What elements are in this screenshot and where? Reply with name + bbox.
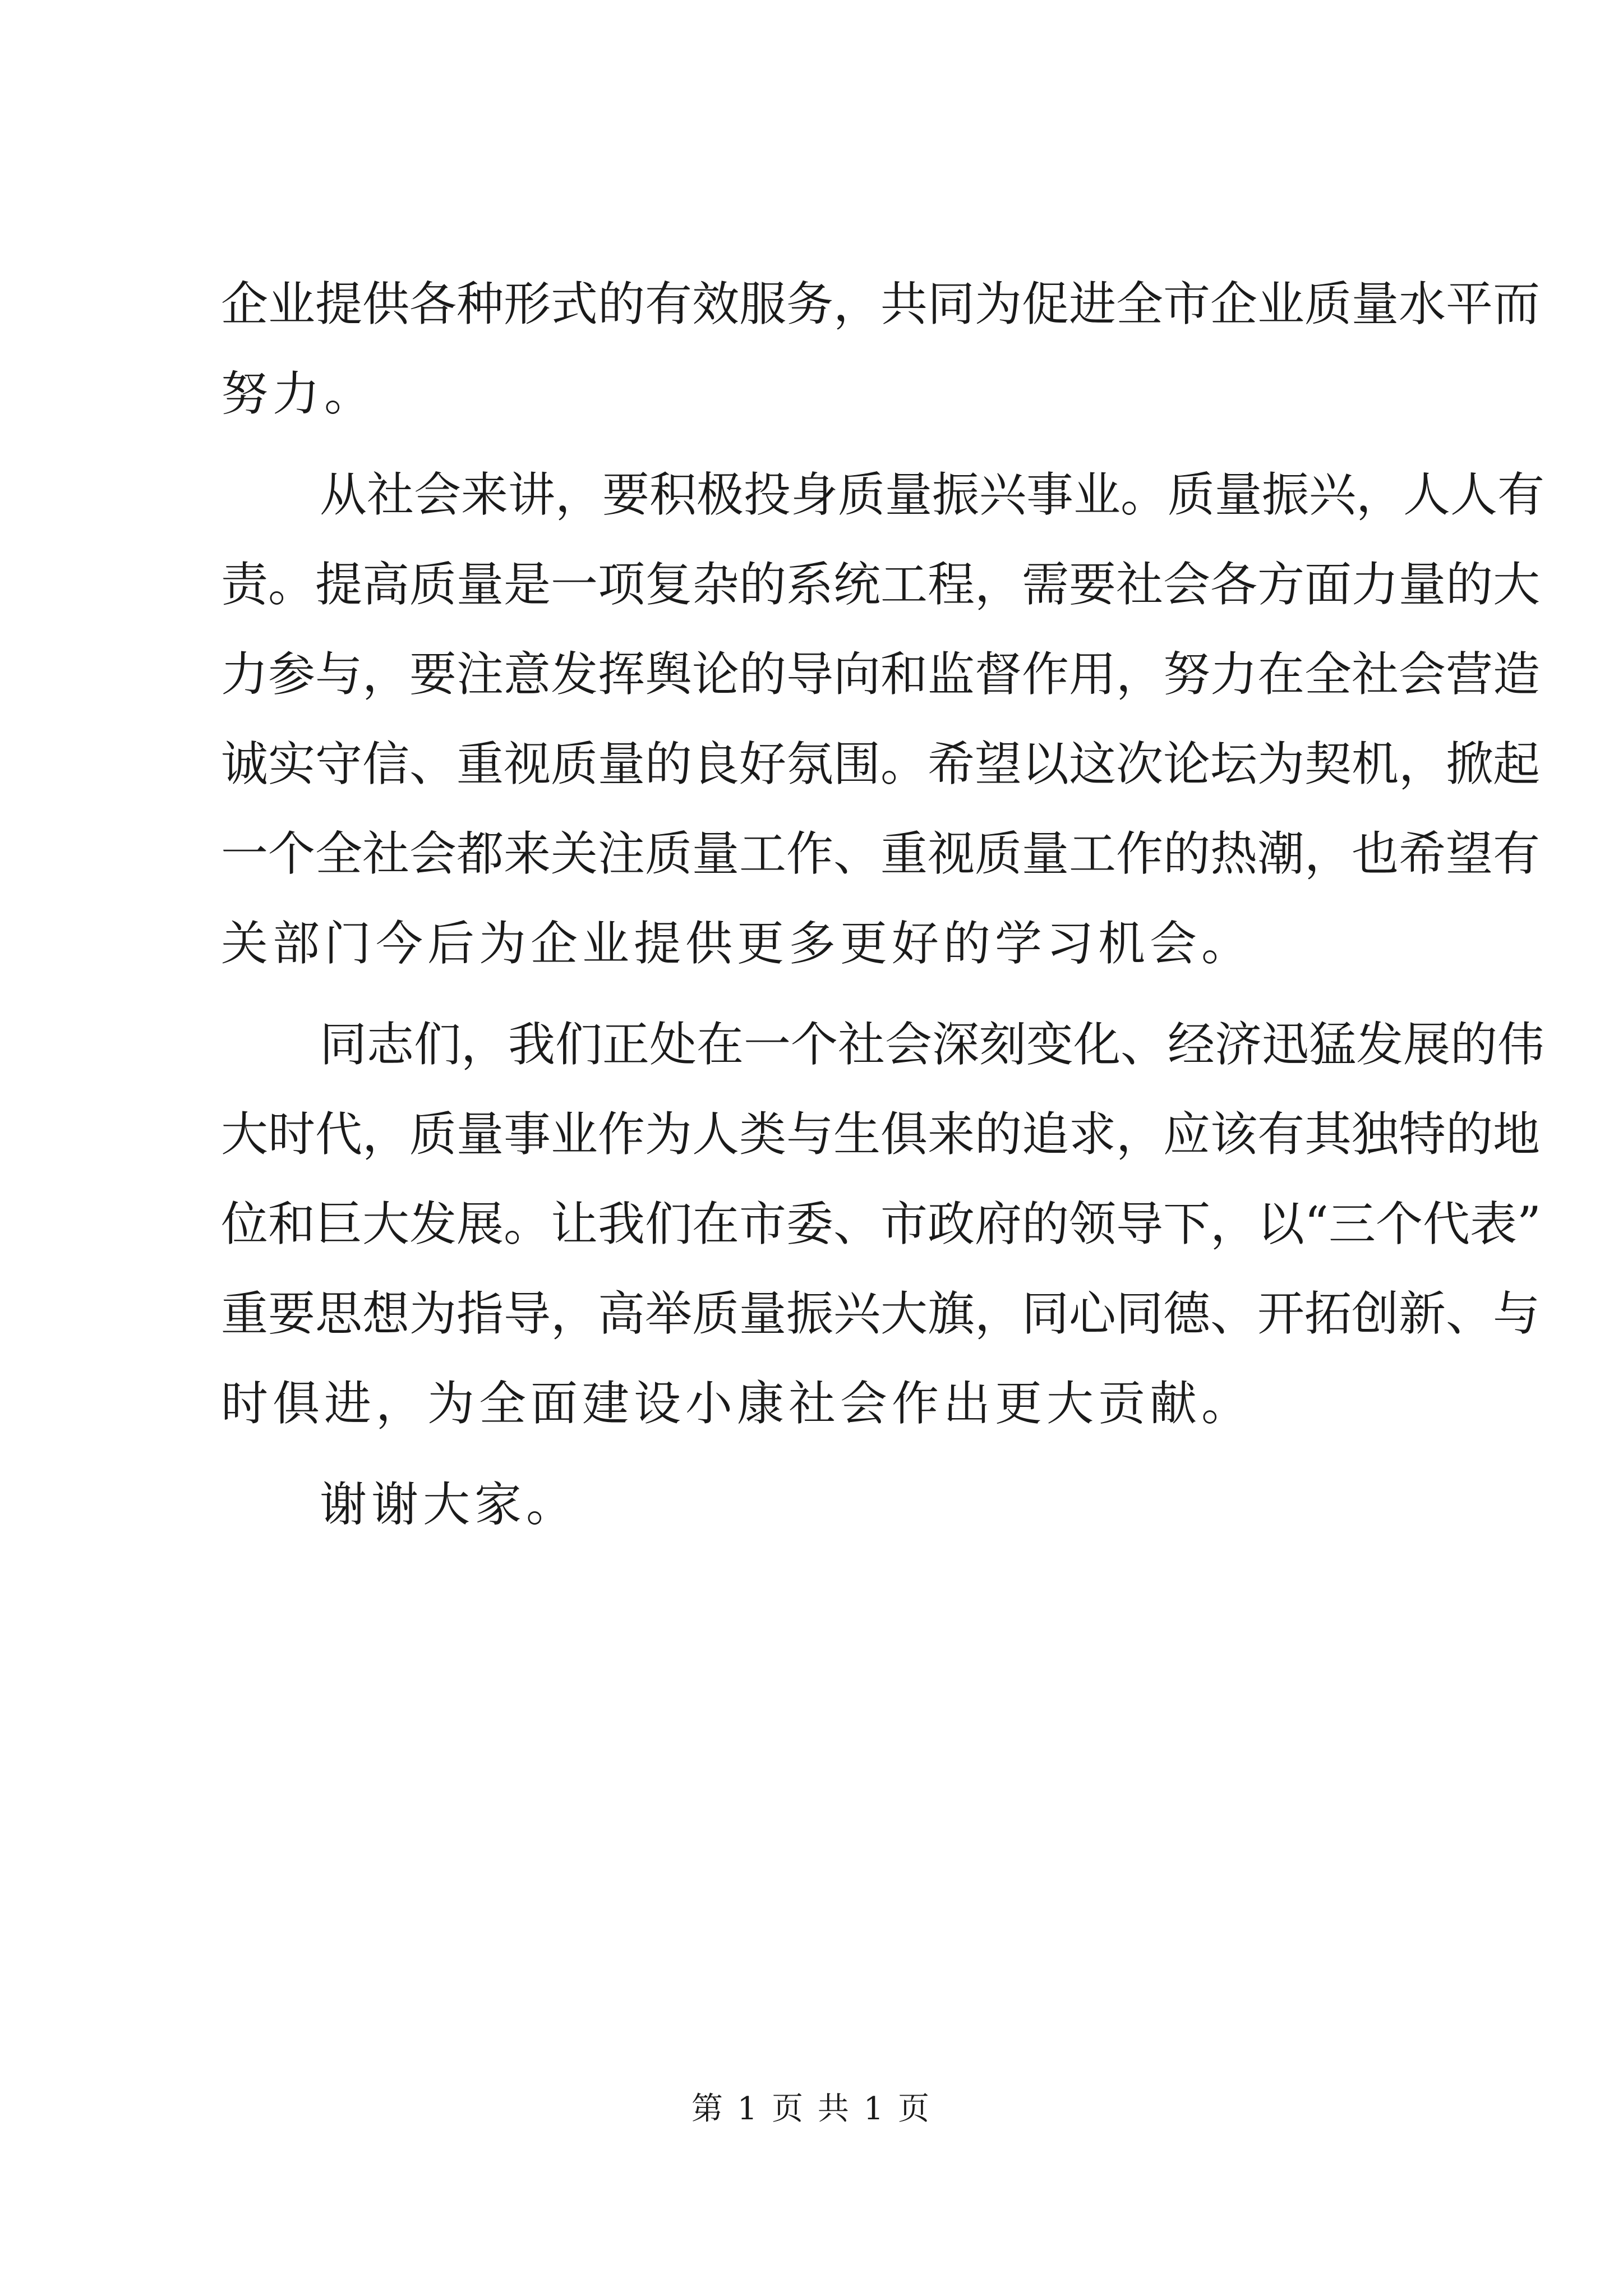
paragraph-line: 谢谢大家。 [320,1477,578,1532]
paragraph-3 [221,1000,1545,1448]
paragraph-gap [221,1448,1427,1460]
paragraph-line: 一个全社会都来关注质量工作、重视质量工作的热潮，也希望有 [221,826,1541,881]
paragraph-line: 时俱进，为全面建设小康社会作出更大贡献。 [221,1376,1253,1431]
paragraph-line: 企业提供各种形式的有效服务，共同为促进全市企业质量水平而 [221,277,1541,332]
paragraph-line: 同志们，我们正处在一个社会深刻变化、经济迅猛发展的伟 [320,1017,1545,1072]
paragraph-line: 努力。 [221,366,376,421]
page-footer: 第 1 页 共 1 页 [691,2091,932,2127]
paragraph-4 [221,1460,1427,1549]
paragraph-line: 大时代，质量事业作为人类与生俱来的追求，应该有其独特的地 [221,1107,1541,1162]
paragraph-gap [221,988,1427,1000]
paragraph-line: 责。提高质量是一项复杂的系统工程，需要社会各方面力量的大 [221,557,1541,612]
paragraph-line: 重要思想为指导，高举质量振兴大旗，同心同德、开拓创新、与 [221,1286,1541,1341]
paragraph-gap [221,439,1427,450]
paragraph-line: 关部门今后为企业提供更多更好的学习机会。 [221,916,1253,971]
paragraph-line: 力参与，要注意发挥舆论的导向和监督作用，努力在全社会营造 [221,647,1541,702]
paragraph-1 [221,259,1541,439]
paragraph-2 [221,450,1545,988]
paragraph-line: 诚实守信、重视质量的良好氛围。希望以这次论坛为契机，掀起 [221,737,1541,792]
document-body [221,259,1545,1549]
paragraph-line: 位和巨大发展。让我们在市委、市政府的领导下，以“三个代表” [221,1197,1541,1251]
paragraph-line: 从社会来讲，要积极投身质量振兴事业。质量振兴，人人有 [320,467,1545,522]
